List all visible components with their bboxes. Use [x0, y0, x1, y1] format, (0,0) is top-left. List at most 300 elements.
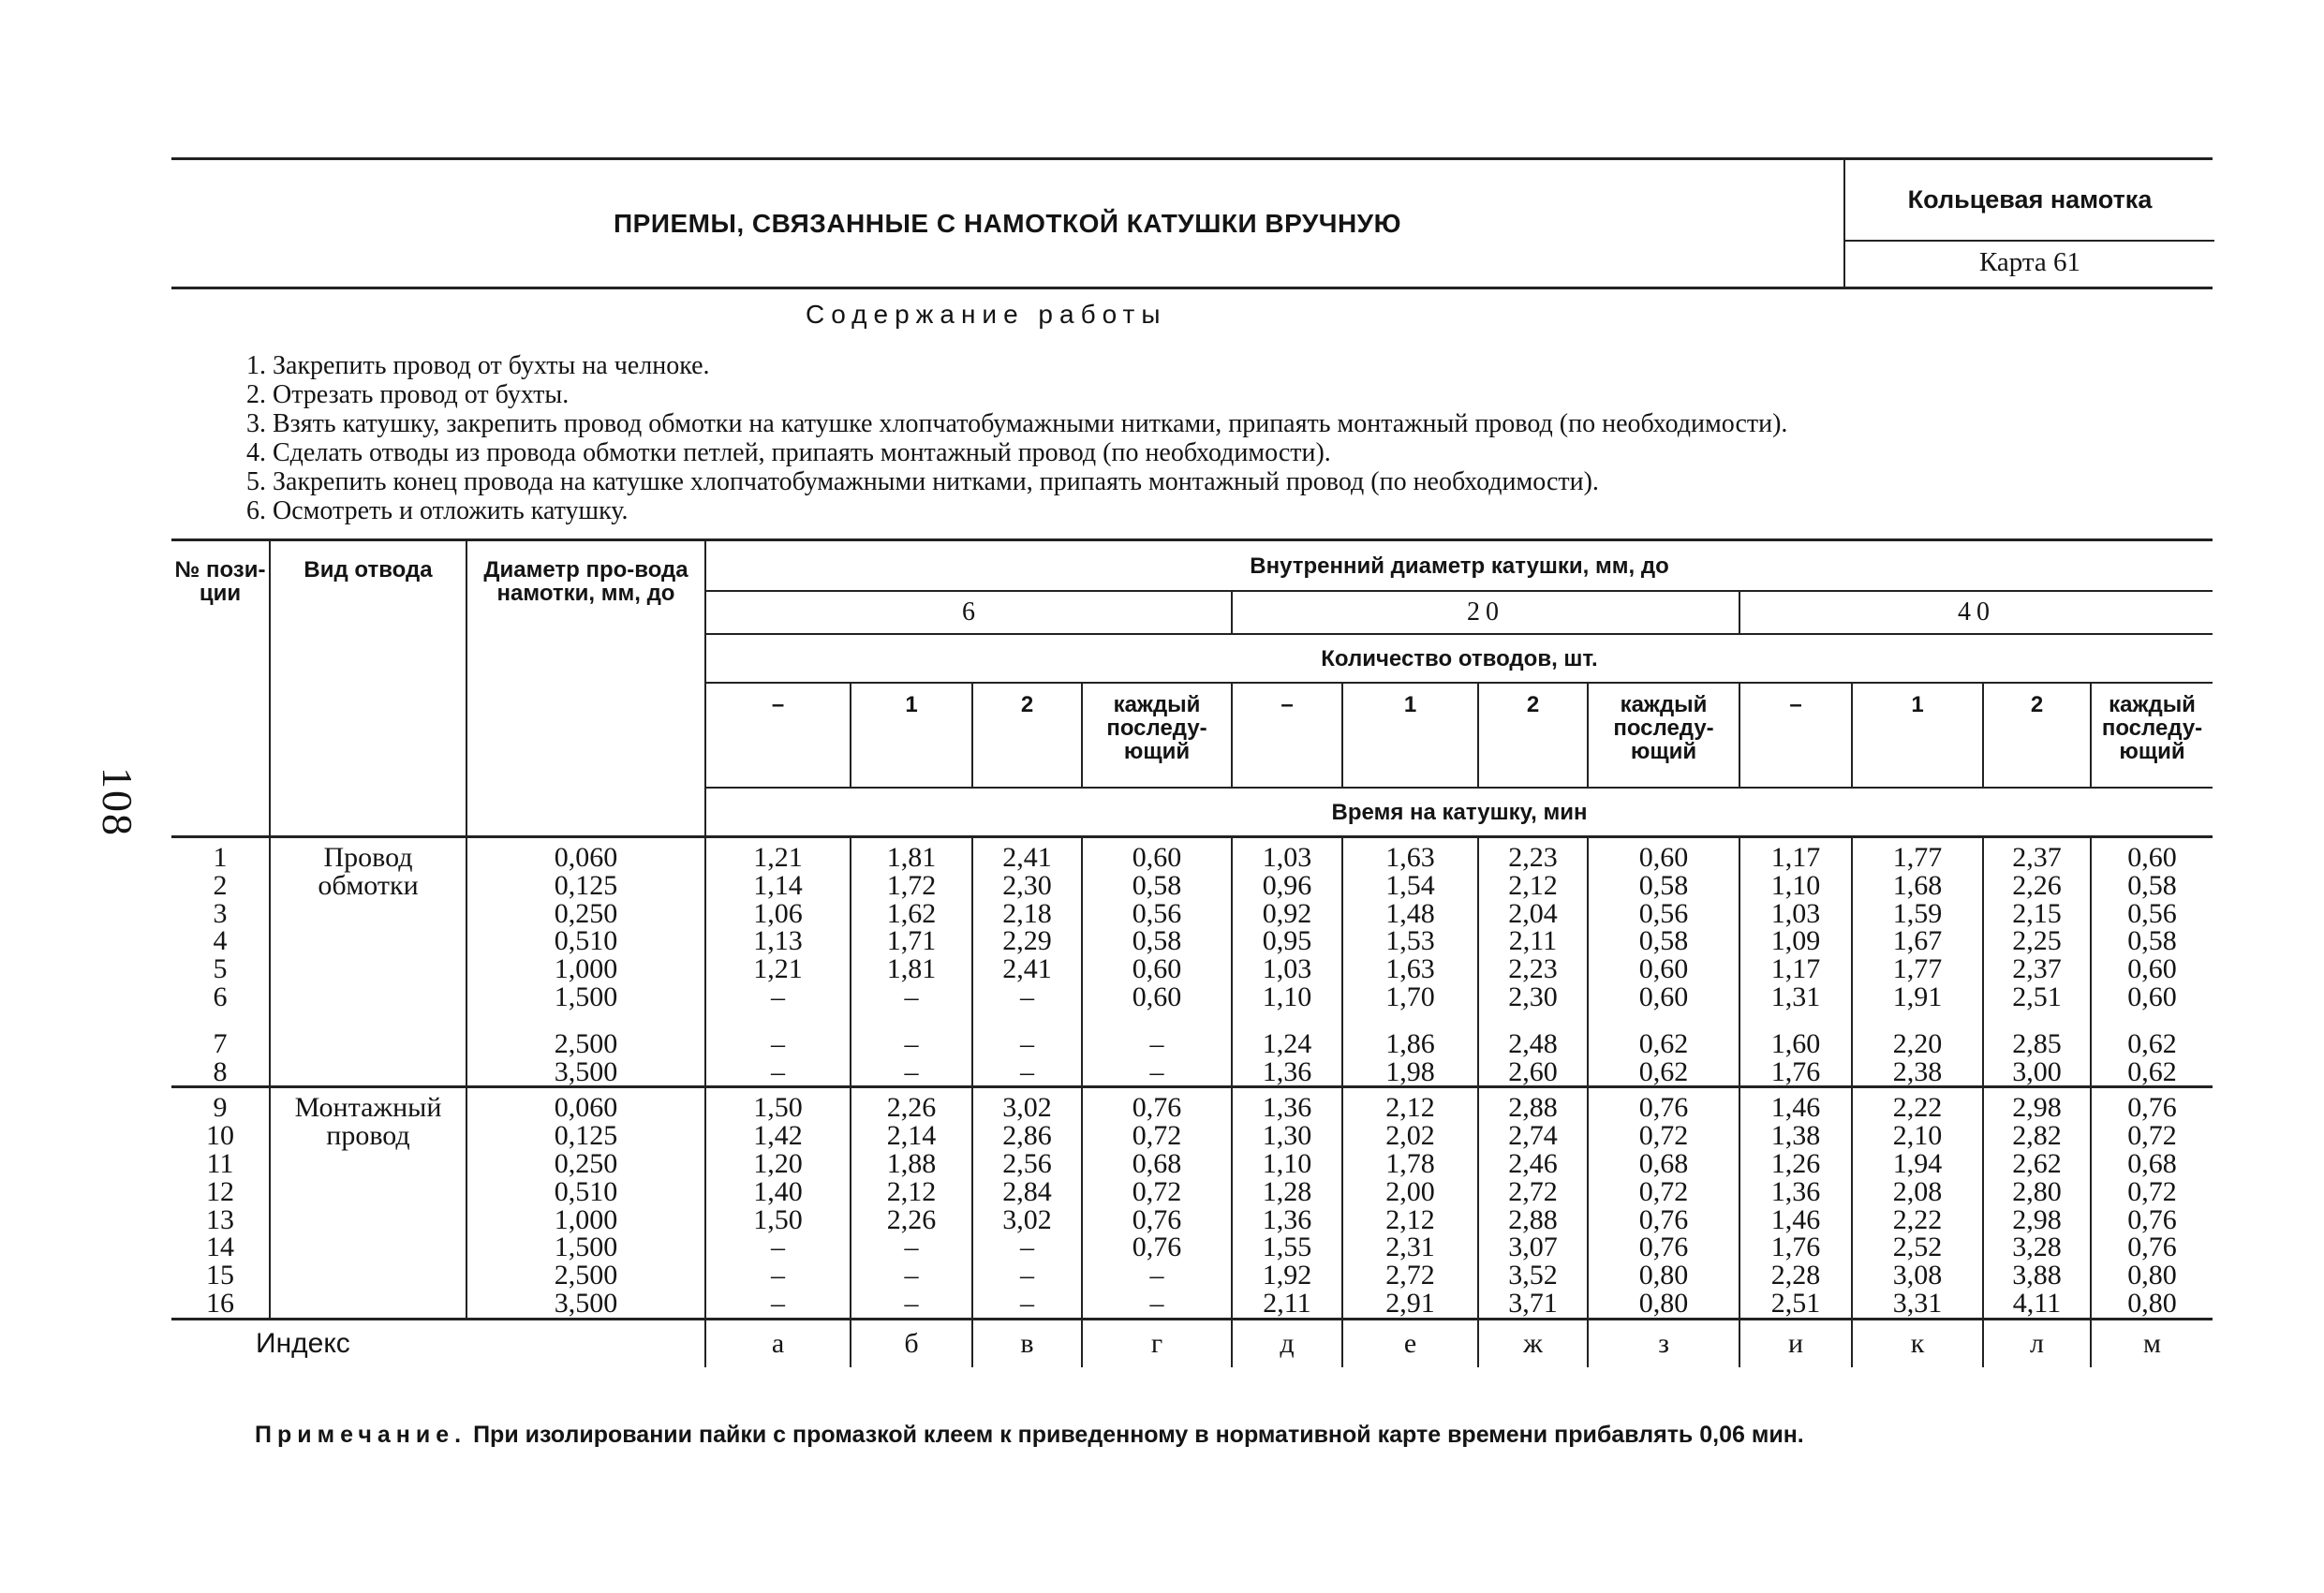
time-value: 2,41	[1002, 953, 1052, 985]
time-value: 2,02	[1385, 1120, 1435, 1152]
time-value: –	[1020, 1232, 1034, 1263]
time-value: 1,60	[1770, 1027, 1821, 1059]
time-value: –	[1149, 1055, 1164, 1087]
time-value: 1,17	[1770, 953, 1821, 985]
time-column-л	[1983, 837, 2091, 1025]
time-value: 0,58	[1132, 869, 1182, 901]
time-value: 0,76	[2127, 1092, 2177, 1124]
time-value: 2,60	[1508, 1055, 1558, 1087]
taps-header-cell: каждый последу-ющий	[1082, 683, 1232, 788]
time-value: 0,92	[1262, 897, 1312, 929]
step-item: 5. Закрепить конец провода на катушке хлопчатобумажными нитками, припаять монтажный провод (по необходимости).	[246, 467, 1599, 496]
time-value: 1,03	[1262, 953, 1312, 985]
page-title: ПРИЕМЫ, СВЯЗАННЫЕ С НАМОТКОЙ КАТУШКИ ВРУЧНУЮ	[614, 208, 1401, 238]
time-column-г	[1082, 1025, 1232, 1087]
time-value: 0,95	[1262, 925, 1312, 957]
index-letter: в	[972, 1319, 1082, 1367]
time-value: 0,80	[2127, 1287, 2177, 1319]
time-column-м	[2091, 837, 2213, 1025]
time-value: 0,56	[2127, 897, 2177, 929]
time-value: 1,76	[1770, 1055, 1821, 1087]
time-value: –	[904, 1232, 919, 1263]
time-value: 2,22	[1892, 1203, 1943, 1235]
time-value: 3,08	[1892, 1260, 1943, 1291]
time-value: 0,62	[1638, 1055, 1689, 1087]
time-value: –	[771, 981, 785, 1012]
time-value: 2,52	[1892, 1232, 1943, 1263]
time-column-к	[1852, 1087, 1983, 1319]
time-value: 1,03	[1770, 897, 1821, 929]
wire-diameter: 0,250	[554, 1147, 618, 1179]
time-value: 0,80	[1638, 1260, 1689, 1291]
time-value: 1,78	[1385, 1147, 1435, 1179]
time-column-б	[851, 837, 972, 1025]
diam-group-label: 20	[1232, 591, 1739, 634]
wire-diameter: 0,510	[554, 1175, 618, 1207]
time-value: –	[904, 981, 919, 1012]
taps-header-cell: –	[1739, 683, 1852, 788]
time-value: 1,81	[886, 842, 937, 873]
time-value: 2,56	[1002, 1147, 1052, 1179]
time-column-б	[851, 1025, 972, 1087]
time-value: 2,85	[2012, 1027, 2062, 1059]
time-value: 3,71	[1508, 1287, 1558, 1319]
time-value: 1,77	[1892, 842, 1943, 873]
footnote-label: Примечание.	[255, 1422, 467, 1448]
time-value: 1,10	[1262, 981, 1312, 1012]
time-value: 2,48	[1508, 1027, 1558, 1059]
time-value: 1,17	[1770, 842, 1821, 873]
time-value: 0,62	[1638, 1027, 1689, 1059]
index-letter: г	[1082, 1319, 1232, 1367]
time-value: 1,09	[1770, 925, 1821, 957]
position-number: 2	[213, 869, 228, 901]
time-value: 2,08	[1892, 1175, 1943, 1207]
time-value: 0,62	[2127, 1055, 2177, 1087]
time-column-м	[2091, 1087, 2213, 1319]
time-value: 1,54	[1385, 869, 1435, 901]
taps-header-cell: 1	[851, 683, 972, 788]
time-value: 1,72	[886, 869, 937, 901]
time-value: 0,68	[1132, 1147, 1182, 1179]
time-value: 2,74	[1508, 1120, 1558, 1152]
time-value: 0,96	[1262, 869, 1312, 901]
position-numbers	[171, 837, 270, 1025]
position-number: 13	[206, 1203, 234, 1235]
time-value: 0,60	[1132, 981, 1182, 1012]
index-letter: и	[1739, 1319, 1852, 1367]
time-value: 2,62	[2012, 1147, 2062, 1179]
time-value: 1,50	[753, 1203, 803, 1235]
position-number: 3	[213, 897, 228, 929]
time-value: 1,38	[1770, 1120, 1821, 1152]
time-value: –	[1020, 981, 1034, 1012]
header-side	[1843, 160, 2214, 287]
time-column-г	[1082, 1087, 1232, 1319]
time-value: 2,22	[1892, 1092, 1943, 1124]
time-value: 2,23	[1508, 842, 1558, 873]
time-value: 1,59	[1892, 897, 1943, 929]
col-header-inner-diameter: Внутренний диаметр катушки, мм, до	[705, 540, 2213, 592]
footnote	[255, 1422, 1804, 1449]
time-value: 0,60	[1638, 842, 1689, 873]
time-value: 2,25	[2012, 925, 2062, 957]
page-header	[171, 157, 2213, 289]
time-value: 0,68	[2127, 1147, 2177, 1179]
time-value: 2,11	[1508, 925, 1558, 957]
time-value: 1,36	[1770, 1175, 1821, 1207]
time-value: –	[1020, 1055, 1034, 1087]
time-value: 1,55	[1262, 1232, 1312, 1263]
time-value: 1,63	[1385, 953, 1435, 985]
taps-count-label: Количество отводов, шт.	[705, 634, 2213, 683]
diam-group-label: 6	[705, 591, 1232, 634]
time-value: 2,72	[1508, 1175, 1558, 1207]
time-value: –	[771, 1232, 785, 1263]
position-numbers	[171, 1087, 270, 1319]
time-value: 3,31	[1892, 1287, 1943, 1319]
time-value: 0,58	[2127, 869, 2177, 901]
time-value: 0,76	[1132, 1092, 1182, 1124]
index-letter: а	[705, 1319, 851, 1367]
col-header-tap-type: Вид отвода	[270, 540, 466, 837]
time-value: 0,80	[2127, 1260, 2177, 1291]
step-item: 2. Отрезать провод от бухты.	[246, 380, 570, 409]
time-value: 0,56	[1132, 897, 1182, 929]
step-item: 4. Сделать отводы из провода обмотки петлей, припаять монтажный провод (по необходимости).	[246, 438, 1331, 467]
time-value: 1,50	[753, 1092, 803, 1124]
time-value: 4,11	[2012, 1287, 2062, 1319]
time-value: 0,76	[1132, 1203, 1182, 1235]
time-value: 1,10	[1770, 869, 1821, 901]
time-value: –	[904, 1287, 919, 1319]
wire-diameter: 0,125	[554, 869, 618, 901]
time-value: 2,00	[1385, 1175, 1435, 1207]
time-value: 1,71	[886, 925, 937, 957]
page-number: 108	[94, 767, 141, 837]
time-value: 0,60	[2127, 953, 2177, 985]
time-value: 0,80	[1638, 1287, 1689, 1319]
time-value: 2,88	[1508, 1092, 1558, 1124]
time-column-д	[1232, 837, 1342, 1025]
time-value: 0,56	[1638, 897, 1689, 929]
time-value: 2,51	[1770, 1287, 1821, 1319]
time-value: 2,72	[1385, 1260, 1435, 1291]
time-value: 0,60	[1132, 953, 1182, 985]
time-column-м	[2091, 1025, 2213, 1087]
taps-header-cell: 2	[1478, 683, 1588, 788]
wire-diameter: 1,500	[554, 1232, 618, 1263]
time-value: 2,12	[886, 1175, 937, 1207]
time-value: –	[904, 1260, 919, 1291]
col-header-position: № пози-ции	[174, 557, 266, 606]
time-value: 2,04	[1508, 897, 1558, 929]
time-value: 1,46	[1770, 1092, 1821, 1124]
time-value: 1,86	[1385, 1027, 1435, 1059]
col-header-wire-diameter: Диаметр про-вода намотки, мм, до	[466, 540, 705, 837]
time-value: 2,30	[1508, 981, 1558, 1012]
time-value: 2,29	[1002, 925, 1052, 957]
time-value: 2,11	[1263, 1287, 1311, 1319]
position-number: 1	[213, 842, 228, 873]
time-value: –	[1149, 1027, 1164, 1059]
time-value: 0,62	[2127, 1027, 2177, 1059]
position-number: 4	[213, 925, 228, 957]
time-value: 2,23	[1508, 953, 1558, 985]
time-value: –	[771, 1027, 785, 1059]
time-value: 2,14	[886, 1120, 937, 1152]
time-value: 2,37	[2012, 953, 2062, 985]
step-item: 1. Закрепить провод от бухты на челноке.	[246, 351, 710, 380]
time-value: 1,53	[1385, 925, 1435, 957]
wire-diameter: 0,060	[554, 1092, 618, 1124]
time-value: 1,31	[1770, 981, 1821, 1012]
time-value: 2,12	[1385, 1203, 1435, 1235]
time-value: 0,68	[1638, 1147, 1689, 1179]
step-item: 6. Осмотреть и отложить катушку.	[246, 496, 629, 525]
time-value: 1,42	[753, 1120, 803, 1152]
time-value: 1,62	[886, 897, 937, 929]
time-value: 0,76	[1638, 1203, 1689, 1235]
time-column-ж	[1478, 1087, 1588, 1319]
time-value: 0,72	[1132, 1120, 1182, 1152]
time-value: 2,30	[1002, 869, 1052, 901]
time-value: 2,80	[2012, 1175, 2062, 1207]
time-value: 1,36	[1262, 1203, 1312, 1235]
time-value: 2,15	[2012, 897, 2062, 929]
time-value: 2,26	[886, 1203, 937, 1235]
position-number: 8	[213, 1055, 228, 1087]
time-column-а	[705, 1087, 851, 1319]
time-value: 0,72	[1638, 1120, 1689, 1152]
time-value: 1,28	[1262, 1175, 1312, 1207]
card-number: Карта 61	[1978, 247, 2081, 277]
tap-type: Провод обмотки	[270, 837, 466, 1087]
time-value: 2,12	[1385, 1092, 1435, 1124]
time-value: 2,26	[2012, 869, 2062, 901]
time-value: 1,30	[1262, 1120, 1312, 1152]
time-value: 3,02	[1002, 1092, 1052, 1124]
wire-diameter: 2,500	[554, 1260, 618, 1291]
taps-header-cell: 1	[1852, 683, 1983, 788]
time-value: 0,72	[2127, 1175, 2177, 1207]
position-number: 9	[213, 1092, 228, 1124]
time-value: 2,10	[1892, 1120, 1943, 1152]
time-value: 1,13	[753, 925, 803, 957]
index-letter: л	[1983, 1319, 2091, 1367]
time-value: 1,81	[886, 953, 937, 985]
time-value: 2,46	[1508, 1147, 1558, 1179]
time-value: 0,76	[2127, 1203, 2177, 1235]
wire-diameter: 1,000	[554, 953, 618, 985]
time-value: 1,48	[1385, 897, 1435, 929]
winding-type: Кольцевая намотка	[1845, 160, 2214, 242]
wire-diameter: 3,500	[554, 1287, 618, 1319]
time-value: 2,26	[886, 1092, 937, 1124]
time-column-и	[1739, 837, 1852, 1025]
time-value: 0,60	[1638, 981, 1689, 1012]
time-value: 1,77	[1892, 953, 1943, 985]
time-value: 1,14	[753, 869, 803, 901]
time-value: 0,76	[1132, 1232, 1182, 1263]
time-value: 1,98	[1385, 1055, 1435, 1087]
time-value: 0,72	[2127, 1120, 2177, 1152]
time-value: 2,38	[1892, 1055, 1943, 1087]
time-value: 1,24	[1262, 1027, 1312, 1059]
index-letter: б	[851, 1319, 972, 1367]
time-value: –	[1149, 1260, 1164, 1291]
wire-diameter: 3,500	[554, 1055, 618, 1087]
taps-header-cell: –	[705, 683, 851, 788]
time-value: –	[904, 1027, 919, 1059]
time-value: 2,86	[1002, 1120, 1052, 1152]
time-value: 1,20	[753, 1147, 803, 1179]
time-value: 1,03	[1262, 842, 1312, 873]
taps-header-cell: каждый последу-ющий	[2091, 683, 2213, 788]
time-value: –	[1020, 1287, 1034, 1319]
time-value: 0,72	[1132, 1175, 1182, 1207]
time-column-ж	[1478, 837, 1588, 1025]
time-value: 2,20	[1892, 1027, 1943, 1059]
time-value: 0,60	[1638, 953, 1689, 985]
time-column-а	[705, 1025, 851, 1087]
time-value: 0,60	[2127, 981, 2177, 1012]
time-value: 1,76	[1770, 1232, 1821, 1263]
index-letter: к	[1852, 1319, 1983, 1367]
time-value: 2,91	[1385, 1287, 1435, 1319]
time-column-к	[1852, 837, 1983, 1025]
time-value: 2,18	[1002, 897, 1052, 929]
time-value: 1,06	[753, 897, 803, 929]
position-number: 15	[206, 1260, 234, 1291]
index-letter: м	[2091, 1319, 2213, 1367]
time-value: 1,40	[753, 1175, 803, 1207]
time-value: –	[771, 1287, 785, 1319]
time-column-е	[1342, 1025, 1478, 1087]
wire-diameters	[466, 1087, 705, 1319]
tap-type: Монтажный провод	[270, 1087, 466, 1319]
time-value: 2,82	[2012, 1120, 2062, 1152]
position-number: 6	[213, 981, 228, 1012]
taps-header-cell: –	[1232, 683, 1342, 788]
time-value: –	[771, 1260, 785, 1291]
taps-header-cell: 2	[972, 683, 1082, 788]
index-letter: е	[1342, 1319, 1478, 1367]
wire-diameters	[466, 837, 705, 1025]
wire-diameter: 2,500	[554, 1027, 618, 1059]
position-numbers	[171, 1025, 270, 1087]
time-column-и	[1739, 1025, 1852, 1087]
index-letter: д	[1232, 1319, 1342, 1367]
time-value: 0,76	[2127, 1232, 2177, 1263]
position-number: 11	[206, 1147, 234, 1179]
position-number: 10	[206, 1120, 234, 1152]
time-column-з	[1588, 837, 1739, 1025]
time-value: 3,00	[2012, 1055, 2062, 1087]
time-column-д	[1232, 1087, 1342, 1319]
time-value: 0,58	[1132, 925, 1182, 957]
time-value: 2,84	[1002, 1175, 1052, 1207]
time-column-в	[972, 1025, 1082, 1087]
time-value: 0,58	[2127, 925, 2177, 957]
time-column-л	[1983, 1087, 2091, 1319]
wire-diameter: 0,510	[554, 925, 618, 957]
index-label: Индекс	[256, 1327, 350, 1359]
time-column-е	[1342, 1087, 1478, 1319]
time-value: 2,98	[2012, 1092, 2062, 1124]
time-value: 1,70	[1385, 981, 1435, 1012]
taps-header-cell: 1	[1342, 683, 1478, 788]
taps-header-cell: каждый последу-ющий	[1588, 683, 1739, 788]
time-column-д	[1232, 1025, 1342, 1087]
time-value: 1,88	[886, 1147, 937, 1179]
time-value: –	[771, 1055, 785, 1087]
wire-diameter: 0,125	[554, 1120, 618, 1152]
wire-diameter: 0,060	[554, 842, 618, 873]
time-value: –	[1149, 1287, 1164, 1319]
time-value: 1,26	[1770, 1147, 1821, 1179]
time-column-з	[1588, 1087, 1739, 1319]
norms-table	[171, 538, 2213, 1367]
taps-header-cell: 2	[1983, 683, 2091, 788]
time-value: 2,12	[1508, 869, 1558, 901]
time-value: 2,31	[1385, 1232, 1435, 1263]
step-item: 3. Взять катушку, закрепить провод обмотки на катушке хлопчатобумажными нитками, припаять монтажный провод (по необходимости).	[246, 409, 1788, 438]
diam-group-label: 40	[1739, 591, 2213, 634]
time-value: 0,60	[2127, 842, 2177, 873]
time-value: 1,91	[1892, 981, 1943, 1012]
index-letter: з	[1588, 1319, 1739, 1367]
time-value: 1,67	[1892, 925, 1943, 957]
time-column-л	[1983, 1025, 2091, 1087]
time-value: 1,36	[1262, 1092, 1312, 1124]
time-value: 2,98	[2012, 1203, 2062, 1235]
time-value: 0,58	[1638, 869, 1689, 901]
time-value: 1,63	[1385, 842, 1435, 873]
time-value: 1,10	[1262, 1147, 1312, 1179]
time-value: 0,72	[1638, 1175, 1689, 1207]
time-value: 1,36	[1262, 1055, 1312, 1087]
index-letter: ж	[1478, 1319, 1588, 1367]
position-number: 7	[213, 1027, 228, 1059]
time-value: 2,88	[1508, 1203, 1558, 1235]
time-column-а	[705, 837, 851, 1025]
time-value: 3,28	[2012, 1232, 2062, 1263]
time-column-е	[1342, 837, 1478, 1025]
time-value: 0,60	[1132, 842, 1182, 873]
footnote-text: При изолировании пайки с промазкой клеем к приведенному в нормативной карте времени прибавлять 0,06 мин.	[473, 1422, 1804, 1448]
time-value: 2,28	[1770, 1260, 1821, 1291]
position-number: 5	[213, 953, 228, 985]
time-value: 3,07	[1508, 1232, 1558, 1263]
time-value: 2,51	[2012, 981, 2062, 1012]
time-value: 1,92	[1262, 1260, 1312, 1291]
wire-diameter: 1,000	[554, 1203, 618, 1235]
time-value: 1,46	[1770, 1203, 1821, 1235]
time-value: –	[904, 1055, 919, 1087]
time-column-к	[1852, 1025, 1983, 1087]
time-value: 0,58	[1638, 925, 1689, 957]
time-column-г	[1082, 837, 1232, 1025]
time-value: 0,76	[1638, 1092, 1689, 1124]
time-value: 1,21	[753, 953, 803, 985]
position-number: 12	[206, 1175, 234, 1207]
time-value: 3,88	[2012, 1260, 2062, 1291]
wire-diameter: 1,500	[554, 981, 618, 1012]
time-column-в	[972, 837, 1082, 1025]
time-column-б	[851, 1087, 972, 1319]
time-column-з	[1588, 1025, 1739, 1087]
